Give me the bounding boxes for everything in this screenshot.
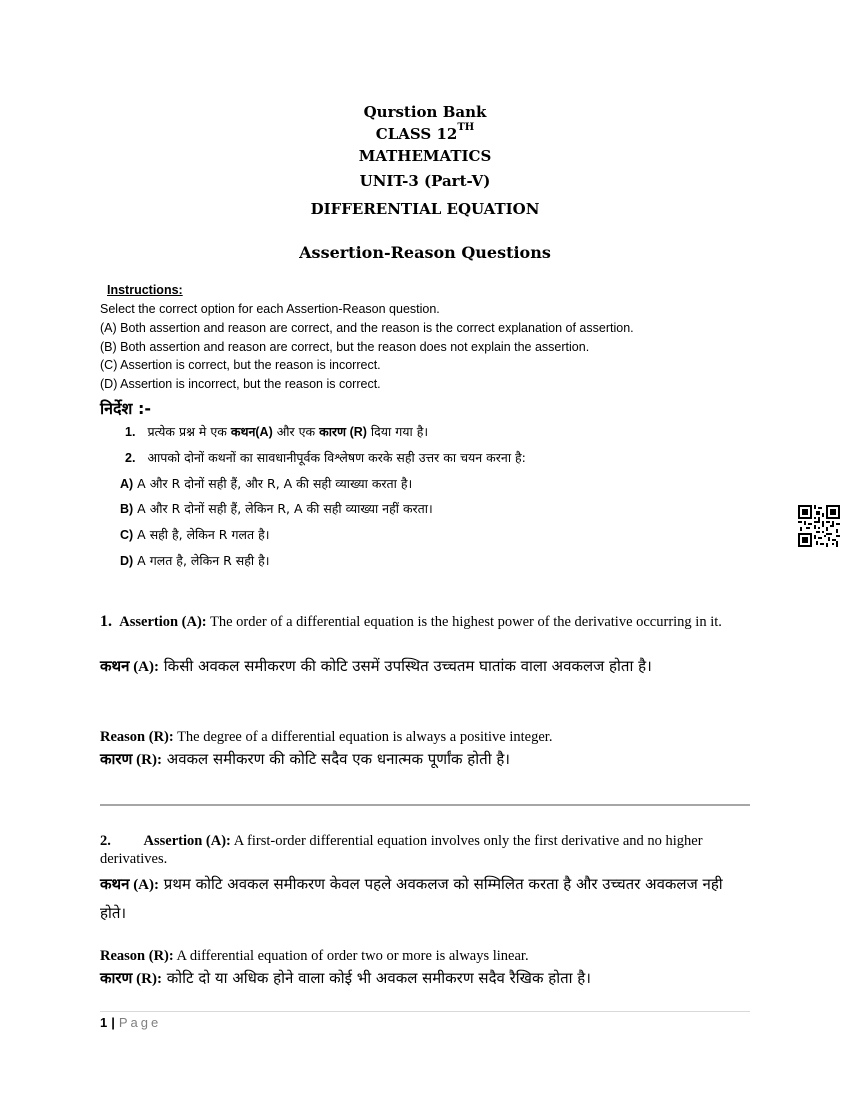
hindi-reason-suffix: (R): (132, 971, 162, 987)
subject-heading: MATHEMATICS (358, 147, 492, 165)
hindi-reason-text: कोटि दो या अधिक होने वाला कोई भी अवकल समीकरण सदैव रैखिक होता है। (161, 969, 591, 987)
hindi-option-c (120, 526, 269, 543)
question-2-reason (100, 947, 750, 965)
item-bold-word: कथन (230, 424, 256, 439)
question-divider (100, 804, 750, 806)
item-number: 1. (125, 425, 136, 439)
instruction-line: (D) Assertion is incorrect, but the reason is correct. (100, 377, 381, 391)
item-text: प्रत्येक प्रश्न मे एक (147, 424, 231, 439)
assertion-label: Assertion (A): (119, 614, 207, 630)
reason-label: Reason (R): (100, 729, 174, 745)
option-label: D) (120, 554, 134, 568)
class-heading (0, 122, 850, 143)
item-text: दिया गया है। (366, 424, 429, 439)
hindi-option-d (120, 552, 269, 569)
reason-label: Reason (R): (100, 948, 174, 964)
item-bold-word: कारण (319, 424, 347, 439)
assertion-text: A first-order differential equation involves only the first derivative and no higher derivatives. (100, 833, 703, 867)
footer-rule (100, 1011, 750, 1012)
item-text: और एक (272, 424, 320, 439)
class-text: CLASS 12 (375, 125, 458, 143)
hindi-instruction-item-2 (125, 449, 526, 466)
hindi-instruction-item-1 (125, 423, 428, 440)
question-1-assertion (100, 613, 750, 631)
qr-code-icon (798, 505, 840, 547)
option-text: A सही है, लेकिन R गलत है। (133, 527, 270, 542)
doc-title: Qurstion Bank (363, 103, 487, 121)
item-bold-letter: (A) (255, 425, 273, 439)
question-2-hindi-assertion (100, 870, 750, 927)
hindi-reason-text: अवकल समीकरण की कोटि सदैव एक धनात्मक पूर्णांक होती है। (161, 750, 510, 768)
option-label: C) (120, 528, 134, 542)
topic-heading: DIFFERENTIAL EQUATION (310, 200, 540, 218)
hindi-assertion-label: कथन (100, 657, 130, 675)
page-number: 1 (100, 1015, 108, 1030)
hindi-assertion-suffix: (A): (129, 877, 160, 893)
item-number: 2. (125, 451, 136, 465)
assertion-text: The order of a differential equation is the highest power of the derivative occurring in it. (206, 614, 722, 630)
hindi-assertion-suffix: (A): (129, 659, 160, 675)
hindi-option-a (120, 475, 412, 492)
option-text: A और R दोनों सही हैं, और R, A की सही व्याख्या करता है। (133, 476, 413, 491)
instruction-line: (B) Both assertion and reason are correct, but the reason does not explain the assertion. (100, 340, 590, 354)
hindi-assertion-label: कथन (100, 875, 130, 893)
question-1-reason (100, 728, 750, 746)
page-footer (100, 1015, 161, 1030)
instruction-line: Select the correct option for each Assertion-Reason question. (100, 302, 440, 316)
page-label: Page (118, 1015, 162, 1030)
option-label: A) (120, 477, 134, 491)
hindi-option-b (120, 500, 433, 517)
question-1-hindi-assertion (100, 652, 750, 681)
hindi-reason-label: कारण (100, 969, 133, 987)
footer-separator: | (111, 1015, 115, 1030)
instructions-title: Instructions: (107, 283, 183, 297)
hindi-assertion-text: किसी अवकल समीकरण की कोटि उसमें उपस्थित उच्चतम घातांक वाला अवकलज होता है। (159, 657, 652, 675)
option-label: B) (120, 502, 134, 516)
reason-text: A differential equation of order two or more is always linear. (173, 948, 529, 964)
hindi-reason-label: कारण (100, 750, 133, 768)
question-number: 2. (100, 833, 111, 849)
hindi-assertion-text: प्रथम कोटि अवकल समीकरण केवल पहले अवकलज को सम्मिलित करता है और उच्चतर अवकलज नही होते। (100, 875, 723, 922)
item-bold-letter: (R) (346, 425, 367, 439)
question-1-hindi-reason (100, 745, 750, 774)
option-text: A और R दोनों सही हैं, लेकिन R, A की सही व्याख्या नहीं करता। (133, 501, 433, 516)
hindi-reason-suffix: (R): (132, 752, 162, 768)
question-2-hindi-reason (100, 964, 750, 993)
question-number: 1. (100, 613, 112, 630)
reason-text: The degree of a differential equation is always a positive integer. (173, 729, 553, 745)
section-heading: Assertion-Reason Questions (299, 243, 551, 262)
class-superscript: TH (457, 122, 475, 133)
instruction-line: (A) Both assertion and reason are correct, and the reason is the correct explanation of assertion. (100, 321, 634, 335)
assertion-label: Assertion (A): (143, 833, 231, 849)
item-text: आपको दोनों कथनों का सावधानीपूर्वक विश्लेषण करके सही उत्तर का चयन करना है: (147, 450, 526, 465)
option-text: A गलत है, लेकिन R सही है। (133, 553, 270, 568)
unit-heading: UNIT-3 (Part-V) (359, 172, 491, 190)
hindi-instructions-title: निर्देश :- (100, 399, 152, 418)
instruction-line: (C) Assertion is correct, but the reason is incorrect. (100, 358, 381, 372)
question-2-assertion (100, 832, 750, 868)
